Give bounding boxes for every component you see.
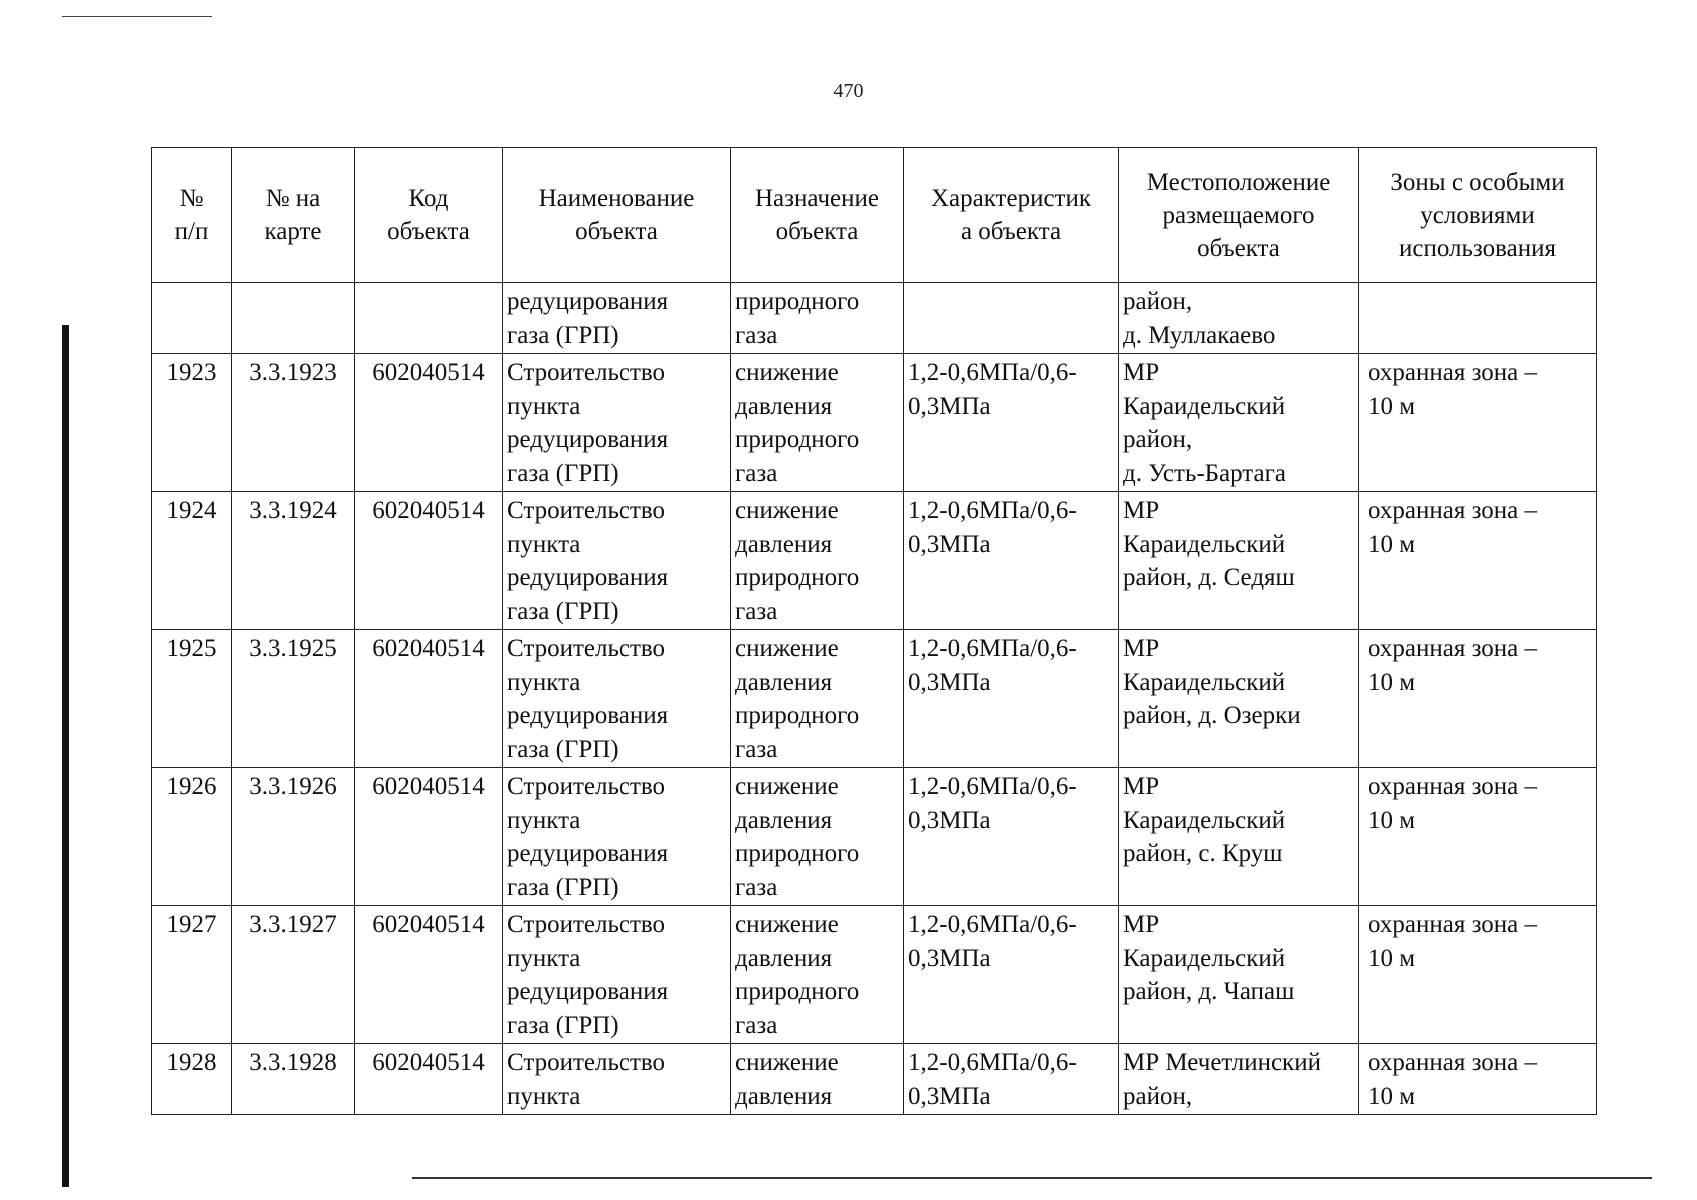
cell-text-line: газа (ГРП) [507, 597, 619, 625]
cell-map-number [232, 906, 355, 1044]
cell-number [152, 354, 232, 492]
cell-text-line: пункта [507, 1082, 581, 1110]
cell-map-number [232, 1044, 355, 1115]
cell-text-line: природного [735, 978, 860, 1005]
cell-object-name [503, 492, 731, 630]
cell-text-line: 1,2-0,6МПа/0,6- [908, 1049, 1077, 1076]
cell-object-code [355, 768, 503, 906]
cell-text-line: 0,3МПа [908, 668, 991, 696]
cell-text-line: 10 м [1368, 806, 1416, 834]
cell-text-line: газа [735, 735, 778, 763]
cell-text-line: охранная зона – [1368, 497, 1538, 524]
col-header-number [152, 148, 232, 283]
cell-text-line: МР [1123, 911, 1160, 938]
cell-number [152, 768, 232, 906]
header-text-line: размещаемого [1162, 201, 1315, 229]
cell-text-line: Строительство [507, 359, 666, 386]
cell-text-line: снижение [735, 359, 839, 386]
cell-map-number [232, 768, 355, 906]
cell-text-line: природного [735, 564, 860, 591]
cell-text-line: район, [1123, 426, 1193, 453]
header-text-line: использования [1399, 234, 1556, 262]
table-row [152, 1044, 1597, 1115]
cell-text-line: 10 м [1368, 392, 1416, 420]
col-header-purpose [731, 148, 904, 283]
cell-object-name [503, 1044, 731, 1115]
cell-purpose [731, 768, 904, 906]
cell-text-line: 602040514 [372, 1049, 485, 1076]
cell-text-line: 1927 [166, 911, 217, 938]
cell-characteristics [904, 283, 1119, 354]
cell-text-line: Строительство [507, 497, 666, 524]
header-text-line: Местоположение [1146, 168, 1331, 196]
cell-text-line: пункта [507, 944, 581, 972]
cell-text-line: снижение [735, 497, 839, 524]
col-header-characteristics [904, 148, 1119, 283]
cell-text-line: редуцирования [507, 840, 669, 867]
cell-text-line: 0,3МПа [908, 806, 991, 834]
cell-text-line: охранная зона – [1368, 911, 1538, 938]
cell-object-name [503, 283, 731, 354]
cell-text-line: газа [735, 597, 778, 625]
cell-text-line: давления [735, 392, 833, 420]
cell-text-line: редуцирования [507, 702, 669, 729]
cell-text-line: давления [735, 668, 833, 696]
cell-text-line: редуцирования [507, 978, 669, 1005]
cell-text-line: 10 м [1368, 944, 1416, 972]
cell-zones [1359, 283, 1597, 354]
table-row [152, 906, 1597, 1044]
cell-text-line: Караидельский [1123, 392, 1286, 420]
objects-table [151, 147, 1597, 1115]
cell-text-line: район, д. Чапаш [1123, 978, 1295, 1005]
cell-text-line: район, [1123, 288, 1193, 315]
cell-object-name [503, 906, 731, 1044]
cell-text-line: природного [735, 288, 860, 315]
cell-object-code [355, 906, 503, 1044]
cell-purpose [731, 283, 904, 354]
cell-text-line: 1925 [166, 635, 217, 662]
col-header-object-code [355, 148, 503, 283]
cell-text-line: газа (ГРП) [507, 735, 619, 763]
cell-text-line: Караидельский [1123, 530, 1286, 558]
cell-zones [1359, 630, 1597, 768]
cell-text-line: охранная зона – [1368, 1049, 1538, 1076]
cell-purpose [731, 906, 904, 1044]
cell-text-line: 1,2-0,6МПа/0,6- [908, 911, 1077, 938]
cell-zones [1359, 768, 1597, 906]
header-text-line: условиями [1420, 201, 1535, 229]
cell-location [1119, 768, 1359, 906]
header-text-line: объекта [1197, 234, 1280, 262]
cell-text-line: редуцирования [507, 426, 669, 453]
cell-text-line: 0,3МПа [908, 1082, 991, 1110]
cell-text-line: 1923 [166, 359, 217, 386]
cell-text-line: снижение [735, 635, 839, 662]
cell-text-line: 10 м [1368, 1082, 1416, 1110]
cell-text-line: газа (ГРП) [507, 321, 619, 349]
cell-text-line: 602040514 [372, 497, 485, 524]
cell-object-code [355, 492, 503, 630]
cell-map-number [232, 354, 355, 492]
cell-map-number [232, 492, 355, 630]
cell-text-line: Строительство [507, 911, 666, 938]
cell-text-line: Караидельский [1123, 806, 1286, 834]
table-row [152, 283, 1597, 354]
cell-number [152, 630, 232, 768]
header-text-line: № на [265, 185, 321, 212]
page-number: 470 [833, 80, 864, 102]
cell-text-line: 3.3.1926 [249, 773, 337, 800]
cell-text-line: пункта [507, 668, 581, 696]
cell-text-line: Строительство [507, 773, 666, 800]
cell-text-line: 1926 [166, 773, 217, 800]
cell-text-line: 602040514 [372, 911, 485, 938]
scan-artifact-line-top [62, 16, 212, 17]
cell-text-line: пункта [507, 530, 581, 558]
cell-text-line: 602040514 [372, 773, 485, 800]
cell-text-line: 1,2-0,6МПа/0,6- [908, 635, 1077, 662]
cell-text-line: 3.3.1925 [249, 635, 337, 662]
cell-text-line: д. Муллакаево [1123, 321, 1276, 349]
cell-characteristics [904, 354, 1119, 492]
cell-object-name [503, 768, 731, 906]
cell-text-line: 1,2-0,6МПа/0,6- [908, 773, 1077, 800]
cell-text-line: 3.3.1924 [249, 497, 337, 524]
cell-text-line: МР Мечетлинский [1123, 1049, 1321, 1076]
cell-location [1119, 354, 1359, 492]
header-text-line: а объекта [960, 218, 1062, 245]
cell-text-line: пункта [507, 806, 581, 834]
header-text-line: № [179, 185, 204, 212]
scan-artifact-bar-left [62, 325, 69, 1187]
table-row [152, 354, 1597, 492]
cell-text-line: давления [735, 1082, 833, 1110]
cell-zones [1359, 492, 1597, 630]
cell-number [152, 906, 232, 1044]
cell-text-line: снижение [735, 773, 839, 800]
cell-text-line: редуцирования [507, 564, 669, 591]
cell-object-code [355, 630, 503, 768]
cell-purpose [731, 1044, 904, 1115]
cell-text-line: снижение [735, 911, 839, 938]
col-header-location [1119, 148, 1359, 283]
cell-purpose [731, 630, 904, 768]
cell-text-line: давления [735, 530, 833, 558]
cell-text-line: Караидельский [1123, 944, 1286, 972]
cell-characteristics [904, 1044, 1119, 1115]
cell-text-line: район, д. Седяш [1123, 564, 1295, 591]
cell-text-line: природного [735, 426, 860, 453]
cell-text-line: 1924 [166, 497, 217, 524]
col-header-object-name [503, 148, 731, 283]
cell-text-line: газа (ГРП) [507, 459, 619, 487]
cell-text-line: 10 м [1368, 668, 1416, 696]
header-text-line: Назначение [754, 185, 880, 212]
table-row [152, 768, 1597, 906]
cell-text-line: район, д. Озерки [1123, 702, 1301, 729]
cell-text-line: газа [735, 321, 778, 349]
cell-zones [1359, 354, 1597, 492]
cell-text-line: 0,3МПа [908, 530, 991, 558]
cell-text-line: природного [735, 840, 860, 867]
scan-artifact-line-bottom [412, 1177, 1652, 1179]
table-row [152, 630, 1597, 768]
cell-text-line: 1,2-0,6МПа/0,6- [908, 359, 1077, 386]
cell-text-line: д. Усть-Бартага [1123, 459, 1286, 487]
cell-number [152, 283, 232, 354]
header-text-line: п/п [174, 218, 209, 245]
cell-purpose [731, 354, 904, 492]
cell-object-name [503, 354, 731, 492]
cell-text-line: МР [1123, 635, 1160, 662]
cell-text-line: 1,2-0,6МПа/0,6- [908, 497, 1077, 524]
cell-characteristics [904, 492, 1119, 630]
cell-map-number [232, 630, 355, 768]
cell-text-line: МР [1123, 497, 1160, 524]
cell-zones [1359, 906, 1597, 1044]
cell-text-line: охранная зона – [1368, 359, 1538, 386]
cell-location [1119, 492, 1359, 630]
cell-text-line: МР [1123, 359, 1160, 386]
cell-text-line: Караидельский [1123, 668, 1286, 696]
header-text-line: объекта [387, 218, 470, 245]
cell-text-line: охранная зона – [1368, 635, 1538, 662]
cell-text-line: 3.3.1928 [249, 1049, 337, 1076]
cell-map-number [232, 283, 355, 354]
header-text-line: объекта [575, 218, 658, 245]
cell-number [152, 1044, 232, 1115]
cell-text-line: газа (ГРП) [507, 873, 619, 901]
cell-text-line: газа [735, 873, 778, 901]
cell-text-line: 602040514 [372, 359, 485, 386]
header-text-line: Код [408, 185, 449, 212]
cell-text-line: газа [735, 459, 778, 487]
cell-location [1119, 283, 1359, 354]
cell-location [1119, 906, 1359, 1044]
cell-characteristics [904, 906, 1119, 1044]
cell-zones [1359, 1044, 1597, 1115]
cell-text-line: давления [735, 944, 833, 972]
cell-text-line: редуцирования [507, 288, 669, 315]
col-header-map-number [232, 148, 355, 283]
cell-text-line: район, с. Круш [1123, 840, 1283, 867]
cell-text-line: район, [1123, 1082, 1193, 1110]
table-body [152, 283, 1597, 1115]
cell-purpose [731, 492, 904, 630]
cell-object-name [503, 630, 731, 768]
cell-text-line: охранная зона – [1368, 773, 1538, 800]
cell-text-line: 602040514 [372, 635, 485, 662]
cell-text-line: природного [735, 702, 860, 729]
cell-text-line: 0,3МПа [908, 392, 991, 420]
header-text-line: карте [264, 218, 322, 245]
cell-text-line: 3.3.1923 [249, 359, 337, 386]
cell-object-code [355, 354, 503, 492]
cell-text-line: газа (ГРП) [507, 1011, 619, 1039]
cell-characteristics [904, 768, 1119, 906]
cell-text-line: 1928 [166, 1049, 217, 1076]
cell-text-line: 3.3.1927 [249, 911, 337, 938]
cell-number [152, 492, 232, 630]
header-text-line: Наименование [538, 185, 695, 212]
cell-text-line: пункта [507, 392, 581, 420]
cell-text-line: Строительство [507, 635, 666, 662]
cell-object-code [355, 1044, 503, 1115]
cell-text-line: Строительство [507, 1049, 666, 1076]
cell-text-line: газа [735, 1011, 778, 1039]
header-text-line: Зоны с особыми [1390, 168, 1565, 196]
cell-text-line: давления [735, 806, 833, 834]
cell-text-line: МР [1123, 773, 1160, 800]
cell-object-code [355, 283, 503, 354]
cell-text-line: снижение [735, 1049, 839, 1076]
cell-text-line: 10 м [1368, 530, 1416, 558]
col-header-zones [1359, 148, 1597, 283]
cell-location [1119, 1044, 1359, 1115]
cell-text-line: 0,3МПа [908, 944, 991, 972]
header-text-line: Характеристик [930, 185, 1091, 212]
cell-location [1119, 630, 1359, 768]
header-text-line: объекта [775, 218, 859, 245]
cell-characteristics [904, 630, 1119, 768]
table-row [152, 492, 1597, 630]
table-header-row [152, 148, 1597, 283]
